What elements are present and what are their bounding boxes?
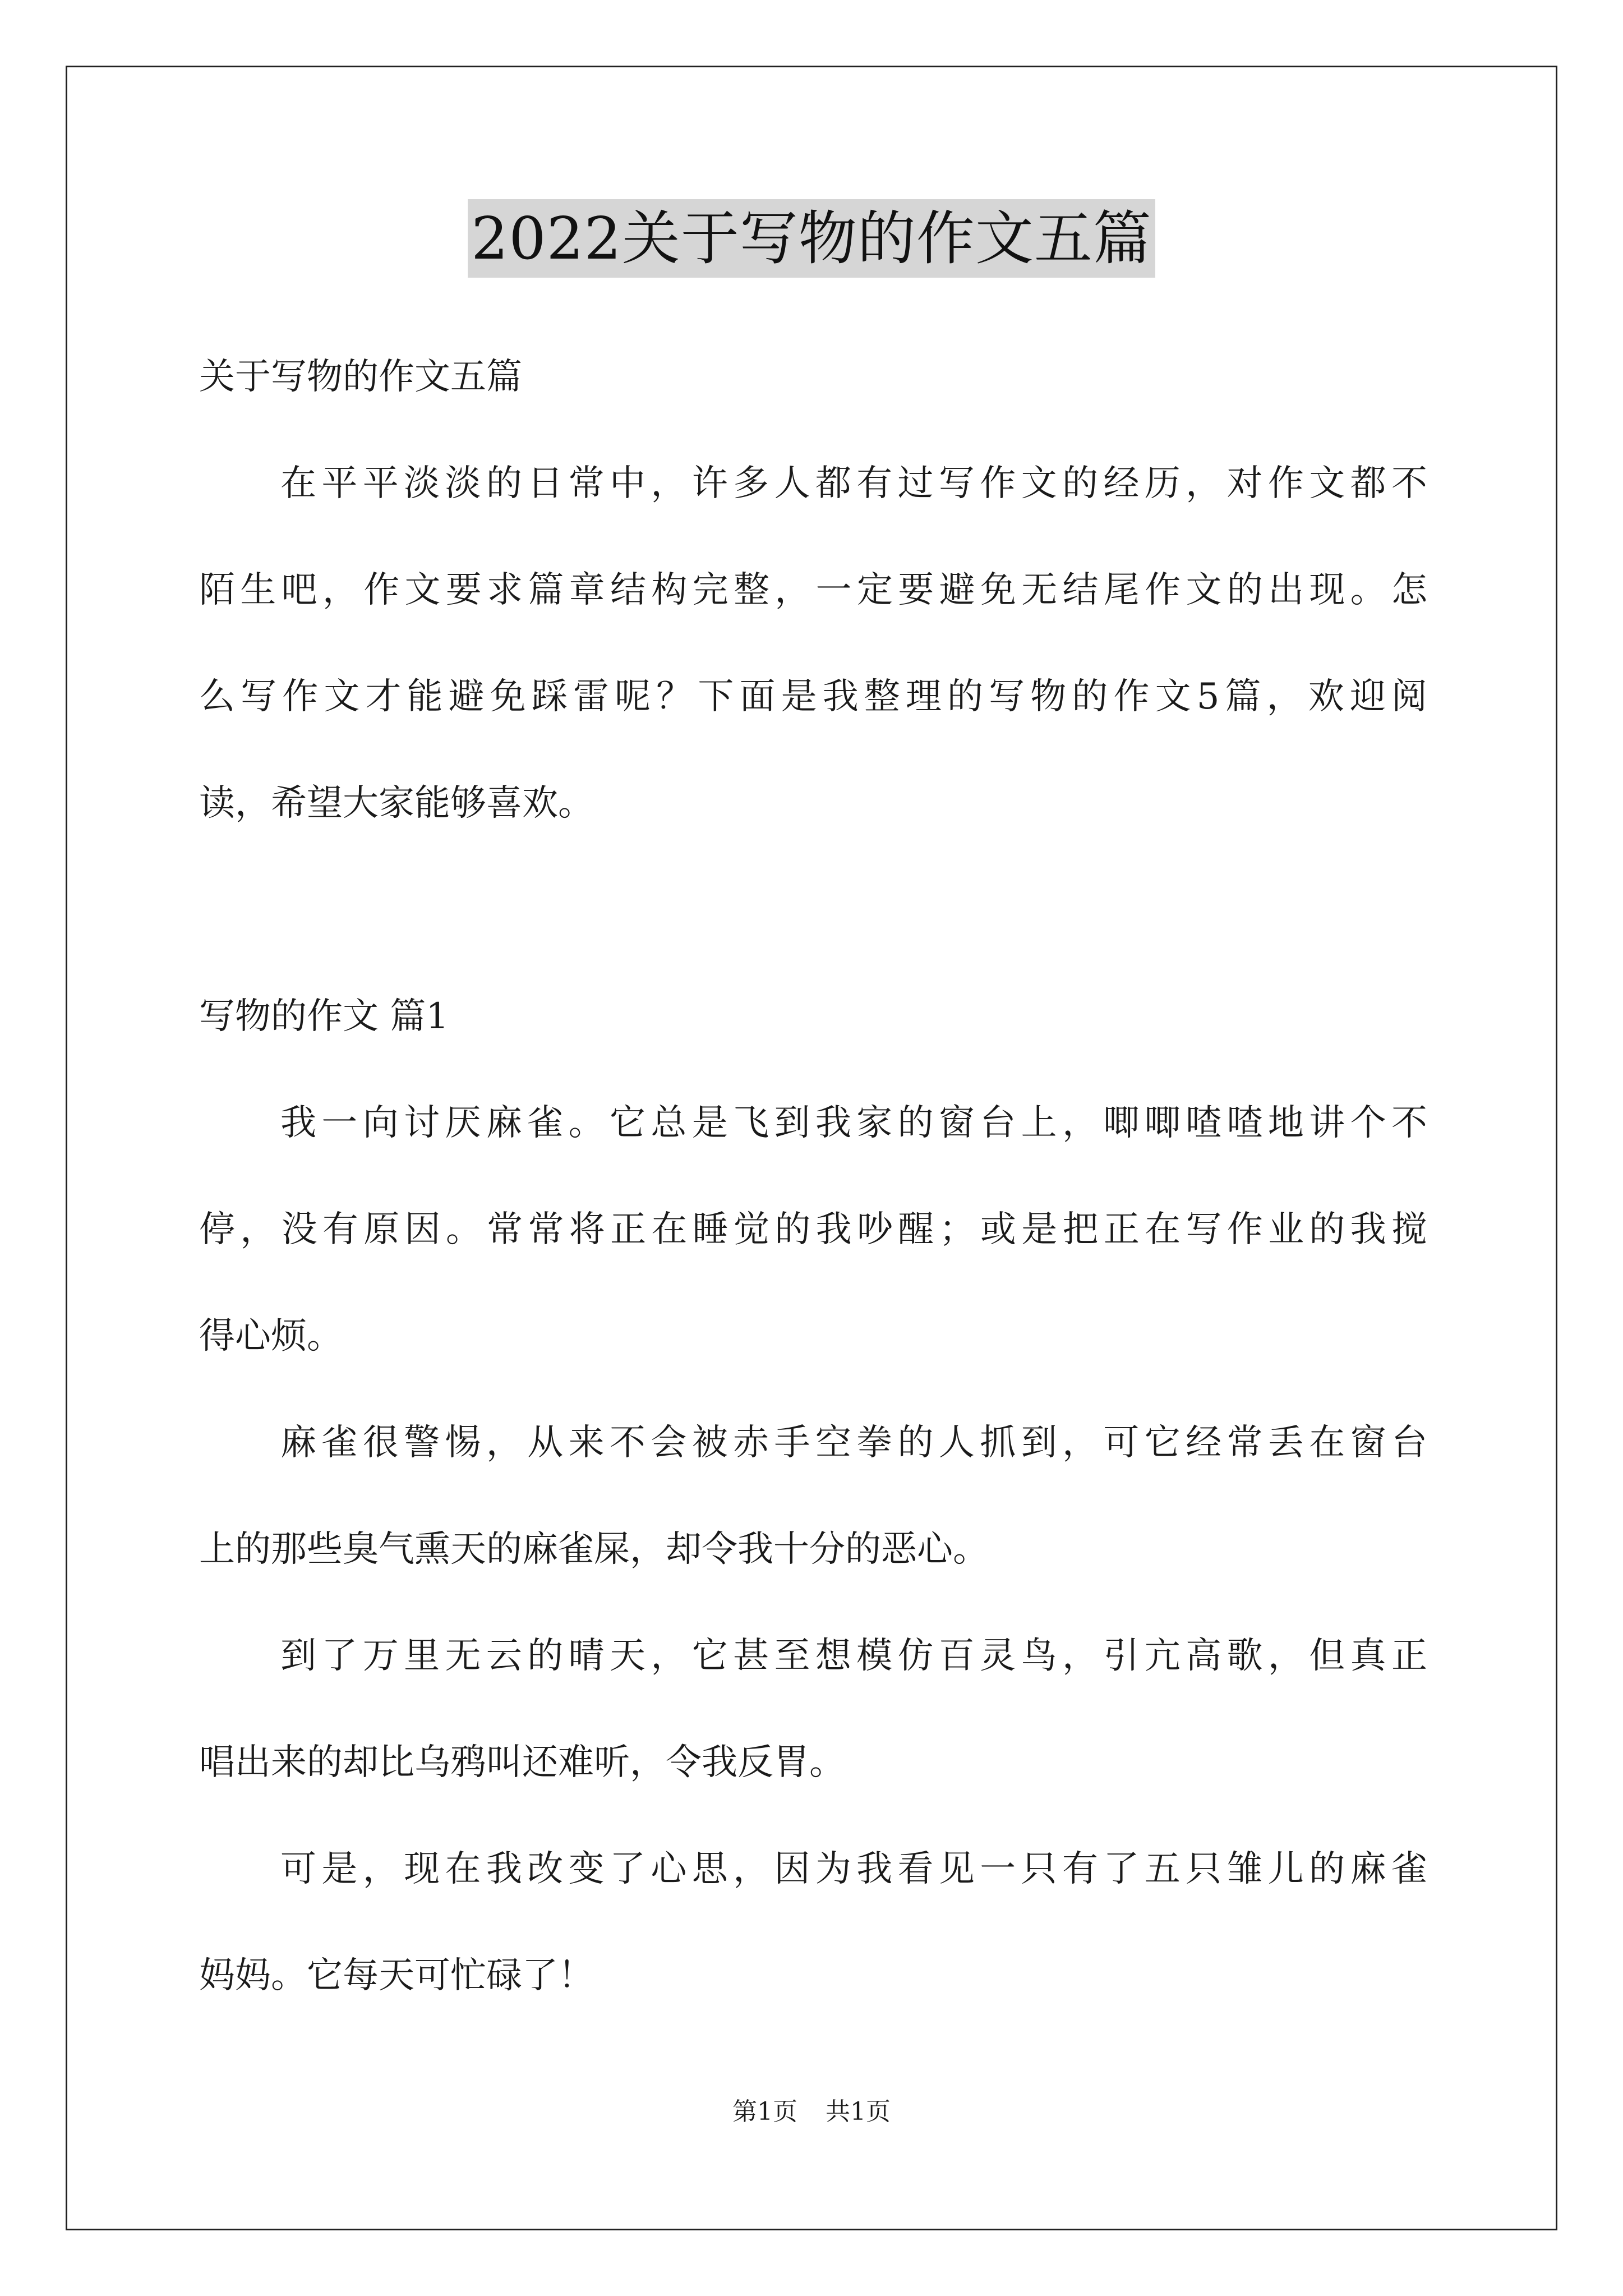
paragraph-line: 停，没有原因。常常将正在睡觉的我吵醒；或是把正在写作业的我搅 [199,1209,1427,1250]
page-footer [0,2095,1623,2129]
paragraph-line: 唱出来的却比乌鸦叫还难听，令我反胃。 [199,1742,845,1783]
intro-line: 陌生吧，作文要求篇章结构完整，一定要避免无结尾作文的出现。怎 [199,569,1427,611]
intro-line: 在平平淡淡的日常中，许多人都有过写作文的经历，对作文都不 [280,463,1427,504]
paragraph-line: 麻雀很警惕，从来不会被赤手空拳的人抓到，可它经常丢在窗台 [280,1422,1427,1464]
paragraph-line: 我一向讨厌麻雀。它总是飞到我家的窗台上，唧唧喳喳地讲个不 [280,1102,1427,1144]
intro-line: 么写作文才能避免踩雷呢？下面是我整理的写物的作文5篇，欢迎阅 [199,676,1427,717]
document-title [0,199,1623,278]
section-heading: 写物的作文 篇1 [199,996,449,1037]
paragraph-line: 得心烦。 [199,1315,343,1357]
paragraph-line: 到了万里无云的晴天，它甚至想模仿百灵鸟，引亢高歌，但真正 [280,1635,1427,1677]
document-subtitle: 关于写物的作文五篇 [199,356,522,398]
page-number-total: 共1页 [826,2097,891,2126]
paragraph-line: 上的那些臭气熏天的麻雀屎，却令我十分的恶心。 [199,1529,989,1570]
document-title-text: 2022关于写物的作文五篇 [468,199,1155,278]
paragraph-line: 可是，现在我改变了心思，因为我看见一只有了五只雏儿的麻雀 [280,1848,1427,1890]
intro-line: 读，希望大家能够喜欢。 [199,783,594,824]
page-number-current: 第1页 [732,2097,797,2126]
paragraph-line: 妈妈。它每天可忙碌了！ [199,1955,594,1996]
